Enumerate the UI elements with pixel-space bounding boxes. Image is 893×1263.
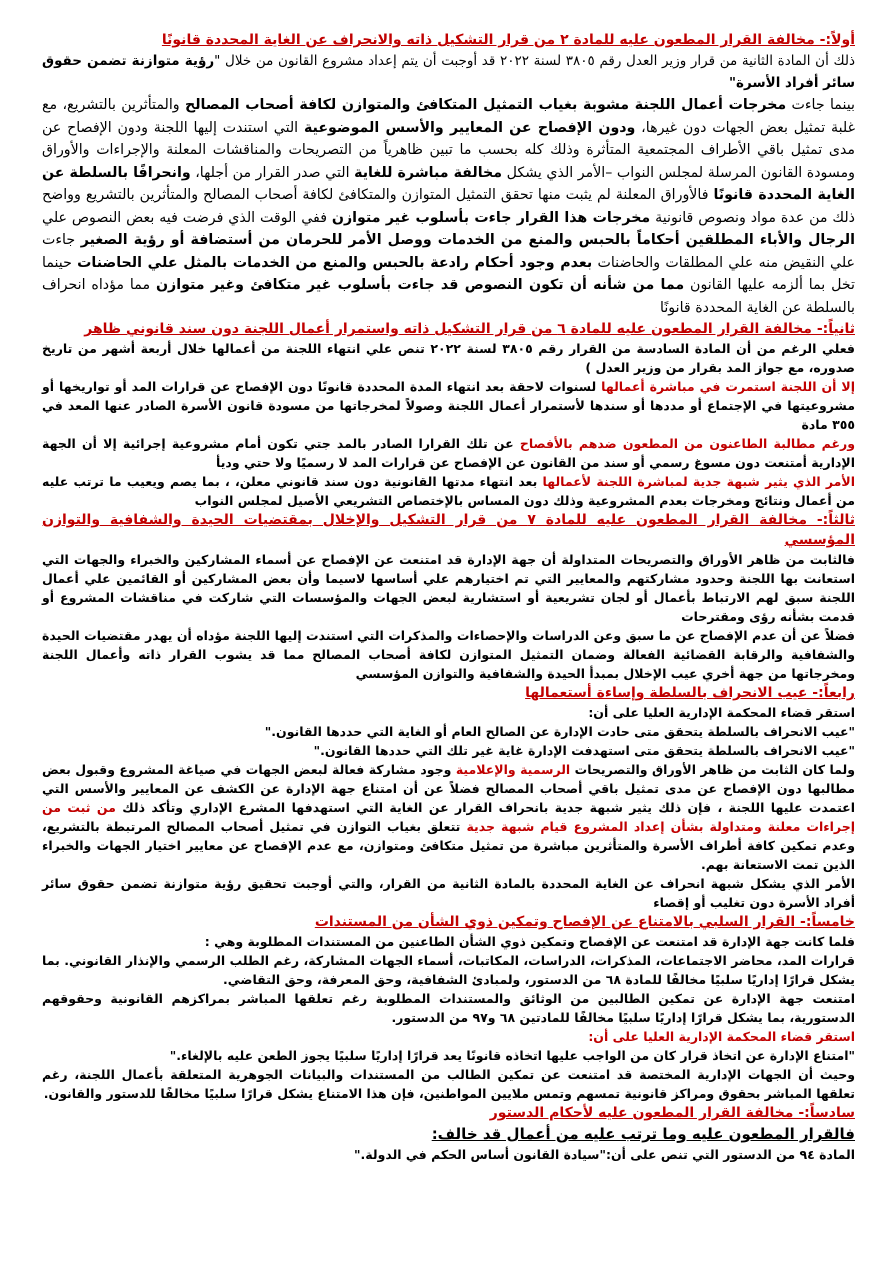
paragraph: قرارات المد، محاضر الاجتماعات، المذكرات، الدراسات، المكاتبات، أسماء الجهات المشاركة، رغم الطلب الرسمي والإنذار القانوني. بما يشكل قرارًا إداريًا سلبيًا مخالفًا للمادة ٦٨ من الدستور، ولمبادئ الشفافية، وحق المعرفة، وحق التقاضي.: [42, 953, 855, 987]
text: بعد انتهاء مدتها القانونية دون سند قانوني معلن، ، بما يصم ويعيب ما ترتب عليه من أعمال ونتائج ومخرجات بعدم المشروعية وذلك دون المساس بالإختصاص التشريعي الأصيل لمجلس النواب: [42, 474, 855, 508]
section-heading-6: سادساً:- مخالفة القرار المطعون عليه لأحكام الدستور: [489, 1105, 855, 1121]
text: ففي الوقت الذي فرضت فيه بعض النصوص علي: [42, 209, 332, 226]
text-bold: مخالفة مباشرة للغاية: [354, 164, 503, 181]
text-bold: الرجال والأباء المطلقين أحكاماً بالحبس والمنع من الخدمات ووصل الأمر للحرمان من أستضافة أو رؤية الصغير: [80, 232, 855, 248]
text: فالأوراق المعلنة لم يثبت منها تحقق التمثيل المتوازن والمتكافئ لكافة أصحاب المصالح والمتأثرين بالتشريع وواضح ذلك من عدة مواد ونصوص قانونية: [42, 187, 855, 226]
text-bold: بعدم وجود أحكام رادعة بالحبس والمنع من الخدمات بالمثل علي الحاضنات: [77, 254, 593, 271]
paragraph: امتنعت جهة الإدارة عن تمكين الطالبين من الوثائق والمستندات المطلوبة رغم تعلقها المباشر بمراكزهم القانونية وحقوقهم الدستورية، بما يشكل قرارًا إداريًا سلبيًا مخالفًا للمادتين ٦٨ و٩٧ من الدستور.: [42, 991, 855, 1025]
paragraph: استقر قضاء المحكمة الإدارية العليا على أن:: [588, 705, 855, 720]
text: التي صدر القرار من أجلها،: [190, 164, 355, 181]
text-bold: وانحرافًا بالسلطة عن الغاية المحددة قانونًا: [42, 164, 855, 203]
text-red: الأمر الذي يثير شبهة جدية لمباشرة اللجنة لأعمالها: [542, 474, 855, 489]
section-heading-2: ثانياً:- مخالفة القرار المطعون عليه للمادة ٦ من قرار التشكيل ذاته واستمرار أعمال اللجنة دون سند قانوني ظاهر: [84, 321, 855, 337]
paragraph: فعلي الرغم من أن المادة السادسة من القرار رقم ٣٨٠٥ لسنة ٢٠٢٢ تنص علي انتهاء اللجنة من أعمالها خلال أربعة أشهر من تاريخ صدوره، مع جواز المد بقرار من وزير العدل ): [42, 341, 855, 375]
text-red: ورغم مطالبة الطاعنون من المطعون ضدهم بالأفصاح: [519, 436, 855, 451]
text-bold: ودون الإفصاح عن المعايير والأسس الموضوعية: [303, 119, 636, 136]
paragraph: [42, 377, 855, 434]
quote: "عيب الانحراف بالسلطة يتحقق متى حادت الإدارة عن الصالح العام أو الغاية التي حددها القانون.": [264, 724, 855, 739]
quote: "عيب الانحراف بالسلطة يتحقق متى استهدفت الإدارة غاية غير تلك التي حددها القانون.": [313, 743, 855, 758]
section-heading-1: أولاً:- مخالفة القرار المطعون عليه للمادة ٢ من قرار التشكيل ذاته والانحراف عن الغاية المحددة قانونًا: [161, 32, 855, 48]
text: حينما تخل بما ألزمه عليها القانون: [42, 254, 855, 293]
paragraph: وحيث أن الجهات الإدارية المختصة قد امتنعت عن تمكين الطالب من المستندات والبيانات الجوهرية المتعلقة بأعمال اللجنة، رغم تعلقها المباشر بحقوق ومراكز قانونية تمسهم وتمس ملايين المواطنين، فإن هذا الامتناع يشكل قرارًا سلبيًا مخالفًا للدستور والقانون.: [42, 1067, 855, 1101]
paragraph: [42, 434, 855, 472]
paragraph: [42, 760, 855, 874]
paragraph: [42, 94, 855, 319]
paragraph-red: استقر قضاء المحكمة الإدارية العليا على أن:: [588, 1029, 855, 1044]
text: مما مؤداه انحراف بالسلطة عن الغاية المحددة قانونًا: [42, 277, 855, 316]
text: لسنوات لاحقة بعد انتهاء المدة المحددة قانونًا دون الإفصاح عن قرارات المد أو تواريخها أو مشروعيتها في الإجتماع أو مددها أو سندها لأستمرار أعمال اللجنة وصولاً لمخرجاتها من مسودة قانون الأسرة الصادر عنها المعد في ٣٥٥ مادة: [42, 379, 855, 432]
text: بينما جاءت: [786, 97, 855, 113]
paragraph-underlined: فالقرار المطعون عليه وما ترتب عليه من أعمال قد خالف:: [431, 1125, 855, 1143]
paragraph: فضلاً عن أن عدم الإفصاح عن ما سبق وعن الدراسات والإحصاءات والمذكرات التي استندت إليها اللجنة مؤداه أن يهدر مقتضيات الحيدة والشفافية والرقابة القضائية الفعالة وضمان التمثيل المتوازن لكافة أصحاب المصالح مما قد يشوب القرار ذاته وأعمال اللجنة ومخرجاتها من جهة أخري عيب الإخلال بمبدأ الحيدة والشفافية والتوازن المؤسسي: [42, 628, 855, 681]
section-heading-3: ثالثاً:- مخالفة القرار المطعون عليه للمادة ٧ من قرار التشكيل والإخلال بمقتضيات الحيدة والشفافية والتوازن المؤسسي: [42, 512, 856, 548]
text-bold: مخرجات هذا القرار جاءت بأسلوب غير متوازن: [331, 209, 651, 226]
text-bold: مخرجات أعمال اللجنة مشوبة بغياب التمثيل المتكافئ والمتوازن لكافة أصحاب المصالح: [184, 97, 787, 113]
text-red: الرسمية والإعلامية: [455, 762, 571, 777]
text: التي استندت إليها اللجنة ودون الإفصاح عن مدى تمثيل باقي الأطراف المجتمعية المتأثرة وذلك كله بحسب ما تبين ظاهرياً من التصريحات والمناقشات المعلنة والإجراءات والأوراق ومسودة القانون المرسلة لمجلس النواب –الأمر الذي يشكل: [42, 119, 855, 181]
paragraph: فالثابت من ظاهر الأوراق والتصريحات المتداولة أن جهة الإدارة قد امتنعت عن الإفصاح عن أسماء المشاركين والخبراء والجهات التي استعانت بها اللجنة وحدود مشاركتهم والمعايير التي تم اختيارهم علي أساسها لاسيما وأن بعض المشاركين أو القائمين علي أعمال اللجنة سبق لهم الارتباط بأعمال أو لجان تشريعية أو استشارية لبعض الجهات والمؤسسات التي شاركت في مناقشات المشروع أو قدمت بشأنه رؤى ومقترحات: [42, 552, 855, 624]
text: تتعلق بغياب التوازن في تمثيل أصحاب المصالح المرتبطة بالتشريع، وعدم تمكين كافة أطراف الأسرة والمتأثرين مباشرة من تمثيل متكافئ ومتوازن، مع عدم الإفصاح عن معايير اختيار الجهات والخبراء الذين تمت الاستعانة بهم.: [42, 819, 855, 872]
paragraph: [42, 472, 855, 510]
text-red: إلا أن اللجنة استمرت في مباشرة أعمالها: [601, 379, 855, 394]
paragraph: الأمر الذي يشكل شبهة انحراف عن الغاية المحددة بالمادة الثانية من القرار، والتي أوجبت تحقيق رؤية متوازنة تضمن حقوق سائر أفراد الأسرة دون تغليب أو إقصاء: [42, 876, 855, 910]
paragraph: المادة ٩٤ من الدستور التي تنص على أن:"سيادة القانون أساس الحكم في الدولة.": [354, 1147, 855, 1162]
section-1-body: [42, 50, 855, 319]
paragraph: فلما كانت جهة الإدارة قد امتنعت عن الإفصاح وتمكين ذوي الشأن الطاعنين من المستندات المطلوبة وهي :: [204, 934, 855, 949]
text: جاءت علي النقيض منه علي المطلقات والحاضنات: [42, 232, 855, 271]
text: عن تلك القرارا الصادر بالمد جتي تكون أمام مشروعية إجرائية إلا أن الجهة الإدارية أمتنعت دون مسوغ رسمي أو سند من القانون عن الإفصاح عن قرارات المد لا رسميًا ولا حتي وديأ: [42, 436, 855, 470]
paragraph: [42, 50, 855, 94]
text-bold: مما من شأنه أن تكون النصوص قد جاءت بأسلوب غير متكافئ وغير متوازن: [155, 277, 685, 293]
section-heading-5: خامساً:- القرار السلبي بالامتناع عن الإفصاح وتمكين ذوي الشأن من المستندات: [314, 914, 855, 930]
text-red: من ثبت من إجراءات معلنة ومتداولة بشأن إعداد المشروع قيام شبهة جدية: [42, 800, 855, 834]
text-bold: رؤية متوازنة تضمن حقوق سائر أفراد الأسرة": [42, 53, 855, 91]
text: ولما كان الثابت من ظاهر الأوراق والتصريحات: [570, 762, 856, 777]
text: ذلك أن المادة الثانية من قرار وزير العدل رقم ٣٨٠٥ لسنة ٢٠٢٢ قد أوجبت أن يتم إعداد مشروع القانون من خلال ": [214, 53, 855, 69]
section-heading-4: رابعاً:- عيب الانحراف بالسلطة وإساءة أستعمالها: [525, 685, 855, 701]
text: وجود مشاركة فعالة لبعض الجهات في صياغة المشروع وقبول بعض مطالبها دون الإفصاح عن مدى تمثيل باقي أصحاب المصالح فضلاً عن أن امتناع جهة الإدارة عن الكشف عن المعايير والأسس التي اعتمدت عليها اللجنة ، فإن ذلك يثير شبهة جدية بانحراف القرار عن الغاية التي استهدفها المشرع الإداري وتأكد ذلك: [42, 762, 855, 815]
text: والمتأثرين بالتشريع، مع غلبة تمثيل بعض الجهات دون غيرها،: [42, 97, 855, 136]
quote: "امتناع الإدارة عن اتخاذ قرار كان من الواجب عليها اتخاذه قانونًا يعد قرارًا إداريًا سلبيًا يجوز الطعن عليه بالإلغاء.": [169, 1048, 855, 1063]
